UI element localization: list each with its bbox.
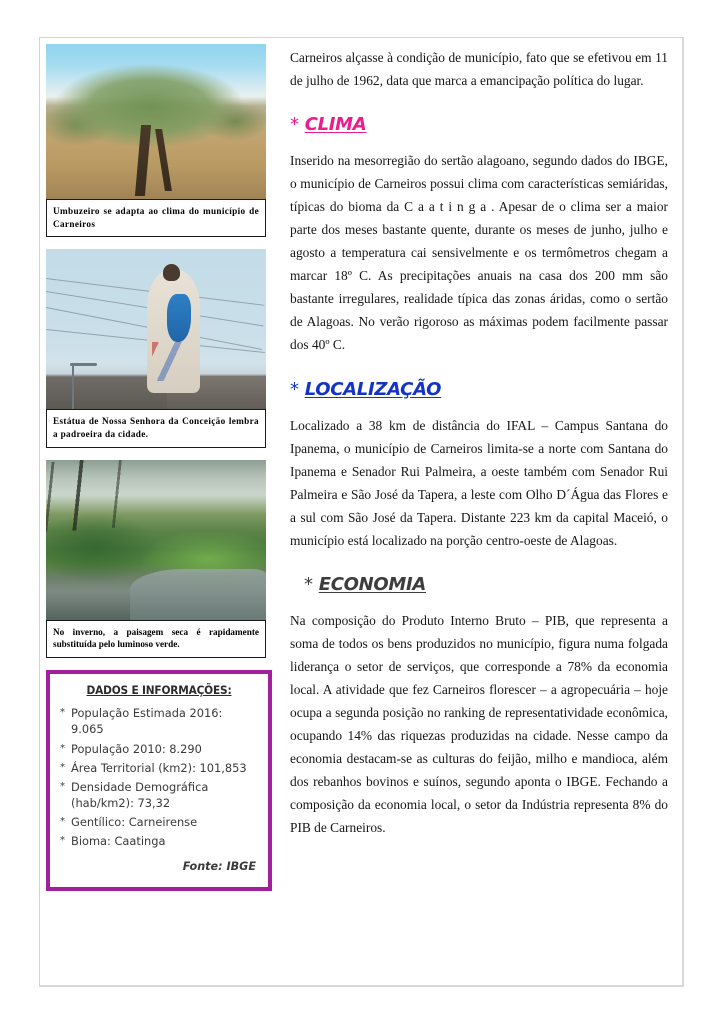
figure-caption-river: No inverno, a paisagem seca é rapidamente substituída pelo luminoso verde. [46, 620, 266, 658]
databox-title: DADOS E INFORMAÇÕES: [86, 683, 232, 698]
data-item [60, 814, 258, 830]
figure-umbuzeiro [46, 44, 272, 237]
statue-graffiti [152, 342, 192, 380]
data-item-label: Densidade Demográfica (hab/km2): 73,32 [71, 779, 209, 811]
statue-head [163, 264, 181, 282]
data-information-box [46, 670, 272, 891]
section-heading-label: ECONOMIA [318, 573, 427, 595]
section-heading-localizacao [290, 379, 668, 400]
data-item-label: Área Territorial (km2): 101,853 [71, 760, 247, 775]
asterisk-icon: * [290, 378, 299, 400]
section-heading-economia [304, 574, 668, 595]
data-item [60, 705, 258, 737]
nossa-senhora-statue-photo [46, 249, 266, 409]
umbuzeiro-tree-photo [46, 44, 266, 199]
intro-paragraph: Carneiros alçasse à condição de município, fato que se efetivou em 11 de julho de 1962, data que marca a emancipação política do lugar. [290, 50, 668, 89]
river-landscape-photo [46, 460, 266, 620]
figure-caption-umbuzeiro: Umbuzeiro se adapta ao clima do município de Carneiros [46, 199, 266, 237]
right-column [272, 38, 682, 843]
data-item [60, 760, 258, 776]
section-heading-label: LOCALIZAÇÃO [304, 378, 442, 400]
bullet-star-icon: * [60, 761, 65, 773]
bullet-star-icon: * [60, 780, 65, 792]
data-item-label: Bioma: Caatinga [71, 834, 166, 849]
figure-statue [46, 249, 272, 447]
section-paragraph-clima: Inserido na mesorregião do sertão alagoano, segundo dados do IBGE, o município de Carneiros possui clima com características semiáridas, típicas do bioma da C a a t i n g a . Apesar de o clima ser a maior parte dos meses bastante quente, durante os meses de junho, julho e agosto a temperatura cai sensivelmente e os termômetros chegam a marcar 18º C. As precipitações anuais na casa dos 200 mm são bastante irregulares, realidade típica das zonas áridas, como o sertão de Alagoas. No verão rigoroso as máximas podem facilmente passar dos 40º C. [290, 153, 668, 353]
section-heading-clima [290, 114, 668, 135]
data-item [60, 833, 258, 849]
data-item [60, 741, 258, 757]
asterisk-icon: * [304, 573, 313, 595]
figure-caption-statue: Estátua de Nossa Senhora da Conceição lembra a padroeira da cidade. [46, 409, 266, 447]
left-column [40, 38, 272, 891]
bullet-star-icon: * [60, 835, 65, 847]
section-paragraph-economia: Na composição do Produto Interno Bruto – PIB, que representa a soma de todos os bens produzidos no município, figura numa folgada liderança o setor de serviços, que corresponde a 78% da economia local. A atividade que fez Carneiros florescer – a agropecuária – hoje ocupa a segunda posição no ranking de representatividade econômica, ocupando 14% das riquezas produzidas na cidade. Nesse campo da economia destacam-se as culturas do feijão, milho e mandioca, além dos rebanhos bovinos e suínos, segundo aponta o IBGE. Fechando a composição da economia local, o setor da Indústria representa 8% do PIB de Carneiros. [290, 612, 668, 836]
data-item [60, 779, 258, 811]
bullet-star-icon: * [60, 742, 65, 754]
figure-river [46, 460, 272, 658]
data-item-label: Gentílico: Carneirense [71, 815, 198, 830]
data-source-credit: Fonte: IBGE [182, 859, 256, 873]
section-heading-label: CLIMA [304, 114, 367, 136]
bullet-star-icon: * [60, 816, 65, 828]
bullet-star-icon: * [60, 707, 65, 719]
section-paragraph-localizacao: Localizado a 38 km de distância do IFAL – Campus Santana do Ipanema, o município de Carneiros limita-se a norte com Santana do Ipanema e Senador Rui Palmeira, a oeste também com Senador Rui Palmeira e São José da Tapera, a leste com Olho D´Água das Flores e a sul com São José da Tapera. Distante 223 km da capital Maceió, o município está localizado na porção centro-oeste de Alagoas. [290, 417, 668, 548]
street-lamp-post [72, 365, 74, 410]
document-page [39, 37, 684, 987]
asterisk-icon: * [290, 114, 299, 136]
data-item-label: População Estimada 2016: 9.065 [71, 706, 223, 737]
data-item-label: População 2010: 8.290 [71, 741, 202, 756]
